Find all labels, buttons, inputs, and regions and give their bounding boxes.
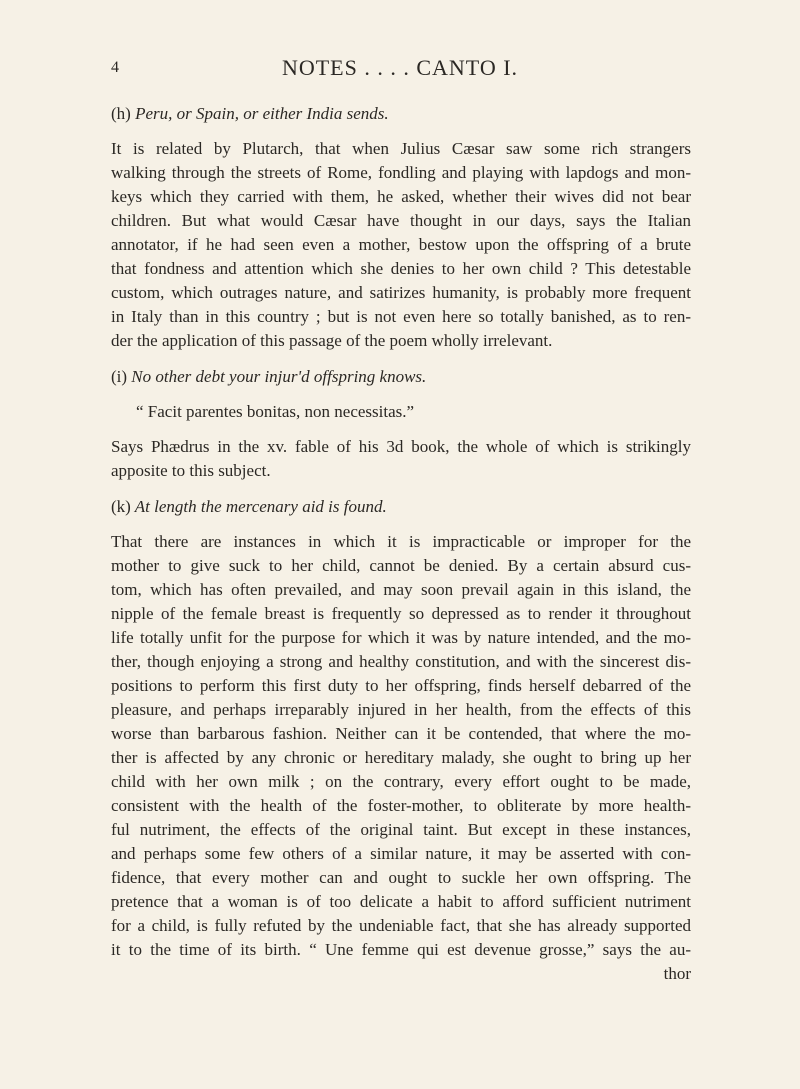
note-paragraph-h (111, 137, 691, 353)
note-heading-h (111, 102, 691, 126)
text-line: mother to give suck to her child, cannot be denied. By a certain absurd cus- (111, 556, 691, 575)
text-line: children. But what would Cæsar have thought in our days, says the Italian (111, 211, 691, 230)
text-line: worse than barbarous fashion. Neither can it be contended, that where the mo- (111, 724, 691, 743)
text-line: pleasure, and perhaps irreparably injured in her health, from the effects of this (111, 700, 691, 719)
page-header (0, 55, 800, 85)
running-head: NOTES . . . . CANTO I. (281, 55, 519, 80)
text-line: it to the time of its birth. “ Une femme qui est devenue grosse,” says the au- (111, 940, 691, 959)
note-key: (k) (111, 497, 131, 516)
note-paragraph-k (111, 530, 691, 986)
text-line: ther is affected by any chronic or hereditary malady, she ought to bring up her (111, 748, 691, 767)
text-line: nipple of the female breast is frequently so depressed as to render it throughout (111, 604, 691, 623)
text-line: keys which they carried with them, he asked, whether their wives did not bear (111, 187, 691, 206)
page-body (111, 102, 691, 986)
text-line: and perhaps some few others of a similar nature, it may be asserted with con- (111, 844, 691, 863)
note-heading-text: Peru, or Spain, or either India sends. (135, 104, 389, 123)
text-line: That there are instances in which it is impracticable or improper for the (111, 532, 691, 551)
text-line: der the application of this passage of the poem wholly irrelevant. (111, 331, 553, 350)
note-heading-k (111, 495, 691, 519)
note-key: (i) (111, 367, 128, 386)
text-line: annotator, if he had seen even a mother, bestow upon the offspring of a brute (111, 235, 691, 254)
note-paragraph-i (111, 435, 691, 483)
text-line: pretence that a woman is of too delicate a habit to afford sufficient nutriment (111, 892, 691, 911)
text-line: It is related by Plutarch, that when Julius Cæsar saw some rich strangers (111, 139, 691, 158)
text-line: Says Phædrus in the xv. fable of his 3d book, the whole of which is strikingly (111, 437, 691, 456)
text-line: ful nutriment, the effects of the original taint. But except in these instances, (111, 820, 691, 839)
text-line: that fondness and attention which she denies to her own child ? This detestable (111, 259, 691, 278)
text-line: walking through the streets of Rome, fondling and playing with lapdogs and mon- (111, 163, 691, 182)
text-line: for a child, is fully refuted by the undeniable fact, that she has already supported (111, 916, 691, 935)
text-line: child with her own milk ; on the contrary, every effort ought to be made, (111, 772, 691, 791)
text-line: custom, which outrages nature, and satirizes humanity, is probably more frequent (111, 283, 691, 302)
latin-quote: “ Facit parentes bonitas, non necessitas.” (136, 402, 415, 421)
text-line: ther, though enjoying a strong and healthy constitution, and with the sincerest dis- (111, 652, 691, 671)
text-line: apposite to this subject. (111, 461, 271, 480)
text-line: tom, which has often prevailed, and may soon prevail again in this island, the (111, 580, 691, 599)
catchword: thor (663, 964, 691, 983)
text-line: consistent with the health of the foster-mother, to obliterate by more health- (111, 796, 691, 815)
text-line: life totally unfit for the purpose for which it was by nature intended, and the mo- (111, 628, 691, 647)
note-heading-text: No other debt your injur'd offspring knows. (131, 367, 427, 386)
page-number: 4 (111, 59, 119, 76)
note-heading-text: At length the mercenary aid is found. (134, 497, 387, 516)
note-heading-i (111, 365, 691, 389)
text-line: positions to perform this first duty to her offspring, finds herself debarred of the (111, 676, 691, 695)
note-key: (h) (111, 104, 131, 123)
text-line: in Italy than in this country ; but is not even here so totally banished, as to ren- (111, 307, 691, 326)
text-line: fidence, that every mother can and ought to suckle her own offspring. The (111, 868, 691, 887)
